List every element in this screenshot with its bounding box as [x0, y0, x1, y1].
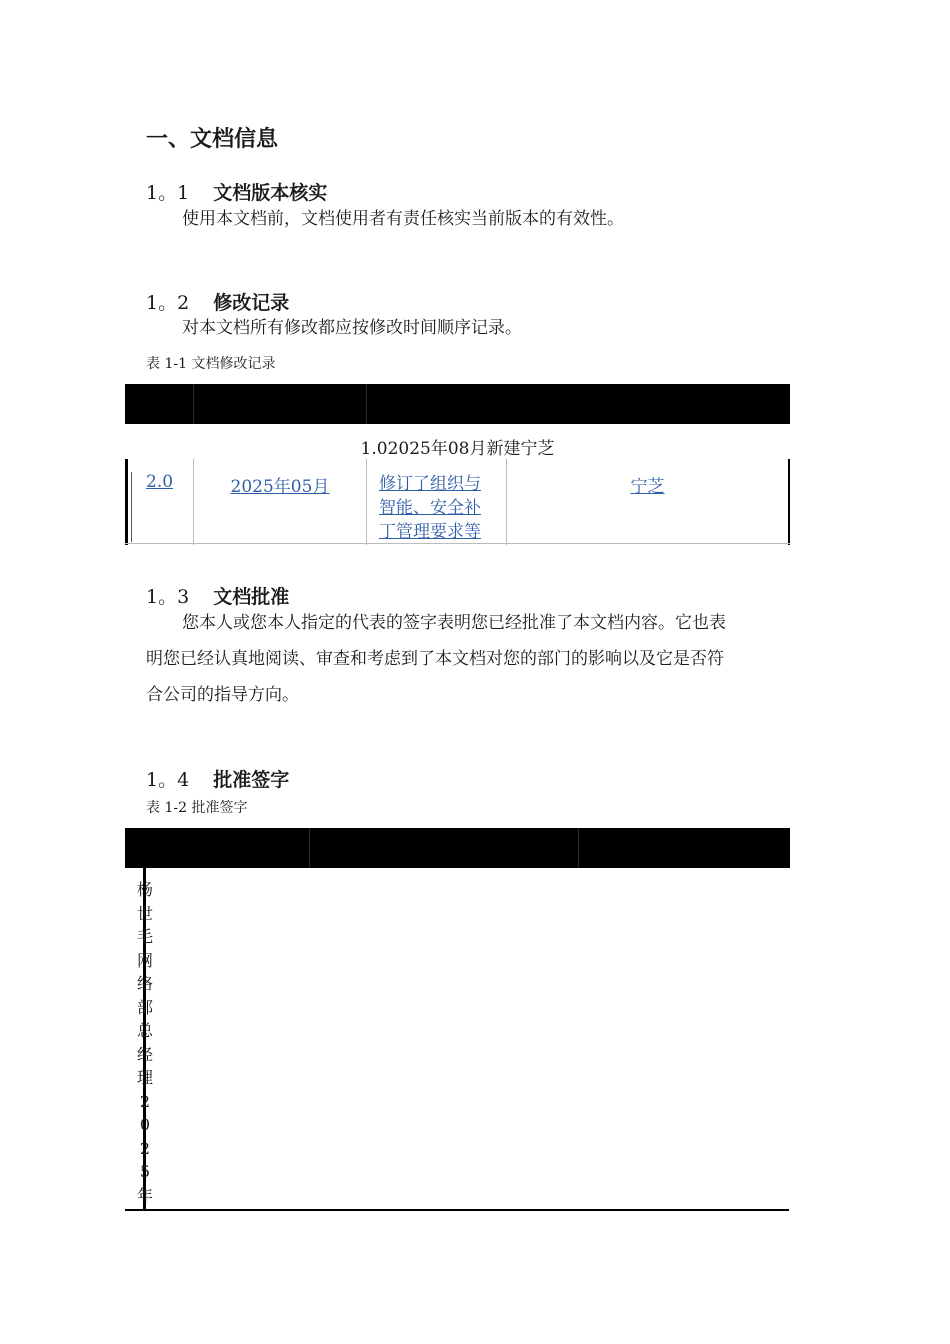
cell-version-link[interactable]: 2.0: [146, 472, 174, 492]
paragraph-revision-note: 对本文档所有修改都应按修改时间顺序记录。: [182, 318, 522, 338]
section-number: 1。2: [146, 292, 190, 314]
cell-content-link[interactable]: 丁管理要求等: [379, 522, 481, 542]
signature-vertical-text: 杨 世 毛 网 络 部 总 经 理 2 0 2 5 年: [136, 880, 153, 1205]
table-row: [146, 472, 173, 492]
section-number: 1。1: [146, 182, 190, 204]
table-header-row: [125, 384, 790, 424]
cell-content: [379, 472, 504, 544]
table-caption-revisions: 表 1-1 文档修改记录: [146, 356, 276, 372]
section-number: 1。4: [146, 769, 190, 791]
table-caption-signatures: 表 1-2 批准签字: [146, 800, 248, 816]
cell-content-link[interactable]: 修订了组织与: [379, 474, 481, 494]
section-title: 文档版本核实: [213, 182, 328, 204]
cell-author-link[interactable]: 宁芝: [630, 477, 665, 497]
page-title: 一、文档信息: [146, 127, 279, 152]
cell-content-link[interactable]: 智能、安全补: [379, 498, 481, 518]
table-header-row: [125, 828, 790, 868]
cell-date-link[interactable]: 2025年05月: [230, 477, 330, 497]
section-number: 1。3: [146, 586, 190, 608]
section-title: 文档批准: [213, 586, 290, 608]
section-title: 修改记录: [213, 292, 290, 314]
paragraph-version-check: 使用本文档前，文档使用者有责任核实当前版本的有效性。: [182, 209, 624, 229]
section-title: 批准签字: [213, 769, 290, 791]
paragraph-approval: 您本人或您本人指定的代表的签字表明您已经批准了本文档内容。它也表 明您已经认真地阅读、审查和考虑到了本文档对您的部门的影响以及它是否符 合公司的指导方向。: [146, 613, 726, 705]
table-merged-row: 1.02025年08月新建宁芝: [360, 439, 555, 459]
section-heading-1-4: [146, 765, 289, 792]
